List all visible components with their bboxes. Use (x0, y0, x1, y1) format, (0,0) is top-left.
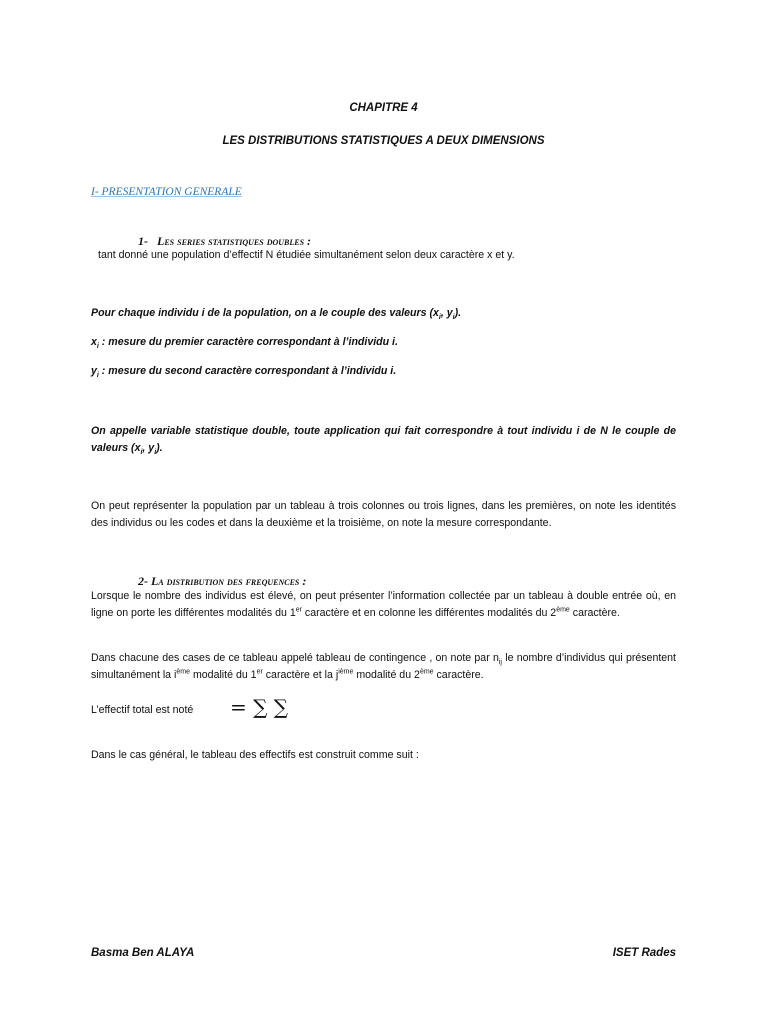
subsection-title: La distribution des frequences : (151, 574, 307, 588)
superscript: ème (176, 668, 191, 676)
text: Pour chaque individu i de la population, on a le couple des valeurs (x (91, 307, 439, 319)
text: Dans chacune des cases de ce tableau appelé tableau de contingence , on note par n (91, 652, 499, 664)
text: modalité du 1 (190, 669, 257, 681)
superscript: ième (338, 668, 354, 676)
paragraph-couple (91, 305, 676, 322)
subsection-title: Les series statistiques doubles : (157, 234, 312, 248)
text: x (91, 336, 97, 348)
section-heading: I- PRESENTATION GENERALE (91, 186, 242, 198)
text: : mesure du second caractère correspondant à l’individu i. (98, 365, 397, 377)
subscript: i (96, 372, 99, 380)
text: ). (156, 442, 163, 454)
text: caractère et en colonne les différentes modalités du 2 (301, 607, 557, 619)
chapter-heading: CHAPITRE 4 (349, 102, 418, 114)
paragraph-definition (91, 423, 676, 457)
text: ). (454, 307, 462, 319)
subscript: i (96, 343, 99, 351)
superscript: er (295, 606, 302, 614)
superscript: er (256, 668, 263, 676)
chapter-title: LES DISTRIBUTIONS STATISTIQUES A DEUX DIMENSIONS (222, 135, 545, 147)
paragraph-general-case: Dans le cas général, le tableau des effectifs est construit comme suit : (91, 749, 419, 761)
sum-formula: = ∑ ∑ (230, 695, 289, 719)
paragraph-total: L’effectif total est noté (91, 704, 194, 716)
text: caractère. (569, 607, 620, 619)
subscript: i (154, 449, 157, 457)
text: , y (440, 307, 453, 319)
paragraph-intro: tant donné une population d’effectif N étudiée simultanément selon deux caractère x et y. (98, 249, 515, 261)
text: le nombre d’individus qui présentent simultanément la i (91, 652, 676, 681)
footer-institution: ISET Rades (612, 947, 676, 959)
subscript: ij (498, 659, 502, 667)
superscript: ème (556, 606, 570, 614)
superscript: ème (419, 668, 434, 676)
paragraph-table-representation: On peut représenter la population par un tableau à trois colonnes ou trois lignes, dans les premières, on note les identités des individus ou les codes et dans la deuxième et la troisième, on note la mesure correspondante. (91, 500, 676, 529)
text: On appelle variable statistique double, toute application qui fait correspondre à tout individu i de N le couple de valeurs (x (91, 425, 676, 454)
paragraph-contingency (91, 650, 676, 684)
paragraph-y-definition (91, 363, 676, 380)
paragraph-x-definition (91, 334, 676, 351)
footer-author: Basma Ben ALAYA (91, 947, 195, 959)
text: : mesure du premier caractère correspondant à l’individu i. (98, 336, 398, 348)
text: caractère. (433, 669, 484, 681)
text: Lorsque le nombre des individus est élevé, on peut présenter l’information collectée par un tableau à double entrée où, en ligne on porte les différentes modalités du 1 (91, 590, 676, 619)
text: caractère et la j (262, 669, 339, 681)
subscript: i (452, 314, 455, 322)
paragraph-frequency (91, 588, 676, 622)
subsection-number: 2- (138, 574, 148, 588)
text: y (91, 365, 97, 377)
subsection-number: 1- (138, 234, 148, 248)
text: modalité du 2 (353, 669, 420, 681)
text: , y (142, 442, 155, 454)
subscript: i (140, 449, 143, 457)
subscript: i (438, 314, 441, 322)
